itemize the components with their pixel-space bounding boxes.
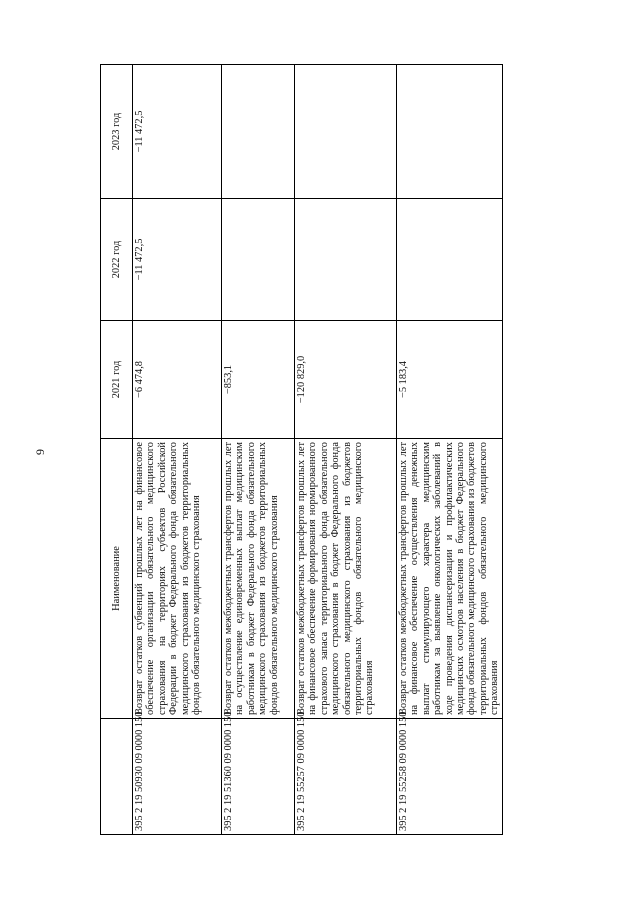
row-value-2022 [222, 199, 295, 321]
header-2023: 2023 год [101, 65, 133, 199]
row-code: 395 2 19 50930 09 0000 150 [133, 719, 222, 835]
header-code [101, 719, 133, 835]
row-value-2022 [397, 199, 503, 321]
table-row [133, 65, 222, 835]
row-value-2021: −120 829,0 [295, 321, 397, 439]
rotated-table-wrapper [100, 65, 501, 835]
row-value-2023 [295, 65, 397, 199]
header-2021: 2021 год [101, 321, 133, 439]
header-2022: 2022 год [101, 199, 133, 321]
row-code: 395 2 19 55257 09 0000 150 [295, 719, 397, 835]
table-row [397, 65, 503, 835]
row-name: Возврат остатков субвенций прошлых лет на финансовое обеспечение организации обязательного медицинского страхования на территориях субъектов Российской Федерации в бюджет Федерального фонда обязательного медицинского страхования из бюджетов территориальных фондов обязательного медицинского страхования [133, 439, 222, 719]
row-name: Возврат остатков межбюджетных трансфертов прошлых лет на финансовое обеспечение осуществления денежных выплат стимулирующего характера медицинским работникам за выявление онкологических заболеваний в ходе проведения диспансеризации и профилактических медицинских осмотров населения в бюджет Федерального фонда обязательного медицинского страхования из бюджетов территориальных фондов обязательного медицинского страхования [397, 439, 503, 719]
row-value-2022 [295, 199, 397, 321]
row-name: Возврат остатков межбюджетных трансфертов прошлых лет на осуществление единовременных выплат медицинским работникам в бюджет Федерального фонда обязательного медицинского страхования из бюджетов территориальных фондов обязательного медицинского страхования [222, 439, 295, 719]
row-value-2023: −11 472,5 [133, 65, 222, 199]
header-name: Наименование [101, 439, 133, 719]
table-header-row [101, 65, 133, 835]
row-value-2021: −6 474,8 [133, 321, 222, 439]
budget-table [100, 64, 503, 835]
page-number: 9 [33, 449, 47, 455]
row-name: Возврат остатков межбюджетных трансфертов прошлых лет на финансовое обеспечение формирования нормированного страхового запаса территориального фонда обязательного медицинского страхования в бюджет Федерального фонда обязательного медицинского страхования из бюджетов территориальных фондов обязательного медицинского страхования [295, 439, 397, 719]
row-value-2023 [222, 65, 295, 199]
row-code: 395 2 19 51360 09 0000 150 [222, 719, 295, 835]
row-value-2021: −5 183,4 [397, 321, 503, 439]
table-row [295, 65, 397, 835]
row-value-2023 [397, 65, 503, 199]
row-value-2021: −853,1 [222, 321, 295, 439]
row-code: 395 2 19 55258 09 0000 150 [397, 719, 503, 835]
table-row [222, 65, 295, 835]
row-value-2022: −11 472,5 [133, 199, 222, 321]
